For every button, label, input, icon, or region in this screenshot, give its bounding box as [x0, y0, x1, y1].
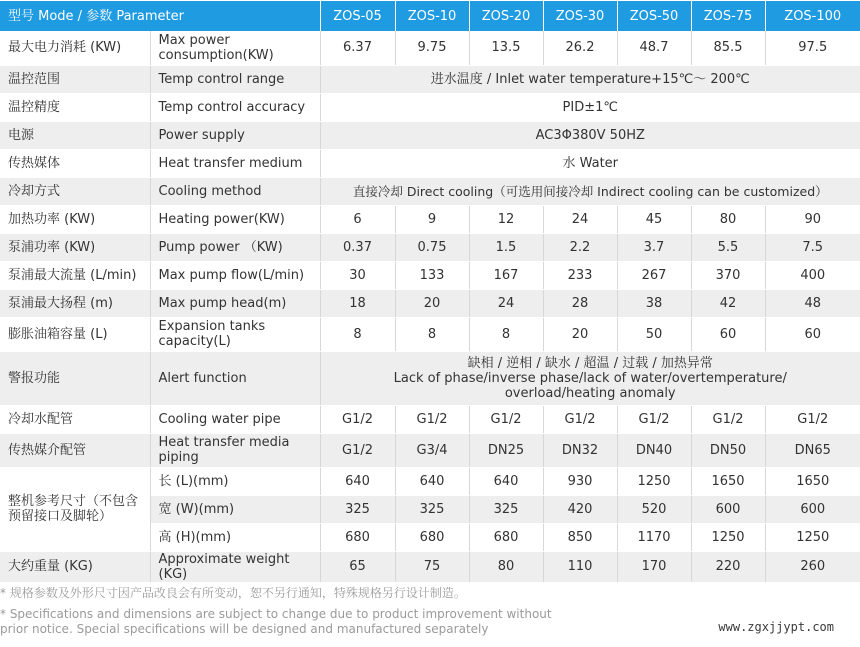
row-max-head — [0, 289, 860, 317]
row-temp-accuracy — [0, 93, 860, 121]
value-cell: 220 — [691, 551, 765, 582]
model-header: ZOS-100 — [765, 1, 860, 31]
value-cell: 5.5 — [691, 233, 765, 261]
alert-value-cell — [320, 351, 860, 405]
model-header: ZOS-10 — [395, 1, 469, 31]
value-cell: 325 — [469, 495, 543, 523]
param-cn: 泵浦功率 (KW) — [0, 233, 150, 261]
param-en: Power supply — [150, 121, 320, 149]
param-cn: 温控精度 — [0, 93, 150, 121]
value-cell: 1250 — [691, 523, 765, 551]
value-cell: 170 — [617, 551, 691, 582]
param-cn: 警报功能 — [0, 351, 150, 405]
row-max-flow — [0, 261, 860, 289]
footnote-en: * Specifications and dimensions are subject to change due to product improvement without prior notice. Special specifications will be designed and manufactured separately — [0, 607, 552, 636]
value-cell: 6 — [320, 205, 395, 233]
row-weight — [0, 551, 860, 582]
row-media-pipe — [0, 433, 860, 467]
value-cell: 20 — [395, 289, 469, 317]
value-cell: 24 — [469, 289, 543, 317]
row-power-supply — [0, 121, 860, 149]
value-cell: 640 — [395, 467, 469, 495]
value-cell: 3.7 — [617, 233, 691, 261]
param-en: Temp control accuracy — [150, 93, 320, 121]
model-header: ZOS-30 — [543, 1, 617, 31]
value-cell-span: AC3Φ380V 50HZ — [320, 121, 860, 149]
alert-line-en-1: Lack of phase/inverse phase/lack of water/overtemperature/ — [393, 370, 787, 386]
value-cell: 18 — [320, 289, 395, 317]
value-cell: 85.5 — [691, 31, 765, 65]
row-heating-power — [0, 205, 860, 233]
value-cell: 400 — [765, 261, 860, 289]
value-cell: G1/2 — [617, 405, 691, 433]
param-cn: 泵浦最大扬程 (m) — [0, 289, 150, 317]
value-cell: 12 — [469, 205, 543, 233]
value-cell: G1/2 — [765, 405, 860, 433]
header-param-label: 型号 Mode / 参数 Parameter — [0, 1, 320, 31]
value-cell: 30 — [320, 261, 395, 289]
value-cell: 42 — [691, 289, 765, 317]
param-en: Temp control range — [150, 65, 320, 93]
param-en: Expansion tanks capacity(L) — [150, 317, 320, 351]
param-en: 长 (L)(mm) — [150, 467, 320, 495]
value-cell: G1/2 — [320, 433, 395, 467]
param-en: Cooling water pipe — [150, 405, 320, 433]
param-cn: 加热功率 (KW) — [0, 205, 150, 233]
value-cell: DN65 — [765, 433, 860, 467]
param-cn: 冷却水配管 — [0, 405, 150, 433]
value-cell: 370 — [691, 261, 765, 289]
value-cell: 680 — [320, 523, 395, 551]
param-en: Alert function — [150, 351, 320, 405]
value-cell: G1/2 — [395, 405, 469, 433]
param-cn: 膨胀油箱容量 (L) — [0, 317, 150, 351]
value-cell: 65 — [320, 551, 395, 582]
value-cell: DN40 — [617, 433, 691, 467]
value-cell: 1170 — [617, 523, 691, 551]
value-cell: 640 — [320, 467, 395, 495]
value-cell: 20 — [543, 317, 617, 351]
value-cell: G1/2 — [320, 405, 395, 433]
value-cell: G3/4 — [395, 433, 469, 467]
value-cell: 2.2 — [543, 233, 617, 261]
value-cell: G1/2 — [543, 405, 617, 433]
value-cell: DN32 — [543, 433, 617, 467]
value-cell: 325 — [320, 495, 395, 523]
value-cell: 75 — [395, 551, 469, 582]
value-cell: 1.5 — [469, 233, 543, 261]
param-cn: 最大电力消耗 (KW) — [0, 31, 150, 65]
row-expansion — [0, 317, 860, 351]
value-cell: 167 — [469, 261, 543, 289]
value-cell: 850 — [543, 523, 617, 551]
value-cell: 97.5 — [765, 31, 860, 65]
value-cell: 1650 — [765, 467, 860, 495]
value-cell: 13.5 — [469, 31, 543, 65]
value-cell: 600 — [691, 495, 765, 523]
model-header: ZOS-20 — [469, 1, 543, 31]
alert-line-en-2: overload/heating anomaly — [504, 385, 676, 401]
value-cell: 8 — [469, 317, 543, 351]
alert-line-cn: 缺相 / 逆相 / 缺水 / 超温 / 过载 / 加热异常 — [467, 355, 713, 371]
model-header: ZOS-05 — [320, 1, 395, 31]
param-cn-dimensions: 整机参考尺寸（不包含预留接口及脚轮） — [0, 467, 150, 551]
value-cell: 1250 — [617, 467, 691, 495]
value-cell: 80 — [469, 551, 543, 582]
value-cell: 80 — [691, 205, 765, 233]
value-cell: 680 — [469, 523, 543, 551]
row-temp-range — [0, 65, 860, 93]
value-cell: DN25 — [469, 433, 543, 467]
value-cell: 60 — [691, 317, 765, 351]
row-max-power — [0, 31, 860, 65]
value-cell: 9 — [395, 205, 469, 233]
value-cell: 48.7 — [617, 31, 691, 65]
value-cell: DN50 — [691, 433, 765, 467]
row-cooling-pipe — [0, 405, 860, 433]
param-cn: 冷却方式 — [0, 177, 150, 205]
watermark-text: www.zgxjjypt.com — [718, 620, 834, 634]
value-cell-span: PID±1℃ — [320, 93, 860, 121]
param-en: Max pump flow(L/min) — [150, 261, 320, 289]
param-cn: 温控范围 — [0, 65, 150, 93]
value-cell: 267 — [617, 261, 691, 289]
value-cell: 28 — [543, 289, 617, 317]
value-cell: 1250 — [765, 523, 860, 551]
row-medium — [0, 149, 860, 177]
param-en: Max power consumption(KW) — [150, 31, 320, 65]
param-en: Heat transfer medium — [150, 149, 320, 177]
value-cell: 680 — [395, 523, 469, 551]
row-alert — [0, 351, 860, 405]
value-cell: 50 — [617, 317, 691, 351]
param-en: Cooling method — [150, 177, 320, 205]
model-header: ZOS-75 — [691, 1, 765, 31]
value-cell: 0.37 — [320, 233, 395, 261]
param-en: Heat transfer media piping — [150, 433, 320, 467]
footnote-cn: * 规格参数及外形尺寸因产品改良会有所变动，恕不另行通知，特殊规格另行设计制造。 — [0, 586, 466, 600]
value-cell: 133 — [395, 261, 469, 289]
value-cell: 0.75 — [395, 233, 469, 261]
param-en: Pump power （KW) — [150, 233, 320, 261]
value-cell: G1/2 — [691, 405, 765, 433]
value-cell: 24 — [543, 205, 617, 233]
value-cell-span: 直接冷却 Direct cooling（可选用间接冷却 Indirect cooling can be customized） — [320, 177, 860, 205]
value-cell: 8 — [320, 317, 395, 351]
row-cooling-method — [0, 177, 860, 205]
value-cell: 1650 — [691, 467, 765, 495]
value-cell: 48 — [765, 289, 860, 317]
row-dim-length — [0, 467, 860, 495]
value-cell: 260 — [765, 551, 860, 582]
model-header: ZOS-50 — [617, 1, 691, 31]
value-cell: 26.2 — [543, 31, 617, 65]
value-cell: 600 — [765, 495, 860, 523]
row-pump-power — [0, 233, 860, 261]
value-cell: 45 — [617, 205, 691, 233]
param-cn: 泵浦最大流量 (L/min) — [0, 261, 150, 289]
value-cell: 60 — [765, 317, 860, 351]
value-cell: 9.75 — [395, 31, 469, 65]
value-cell: 38 — [617, 289, 691, 317]
value-cell: 7.5 — [765, 233, 860, 261]
value-cell: 520 — [617, 495, 691, 523]
param-cn: 传热媒体 — [0, 149, 150, 177]
param-en: 高 (H)(mm) — [150, 523, 320, 551]
value-cell: 930 — [543, 467, 617, 495]
value-cell: 640 — [469, 467, 543, 495]
param-en: Max pump head(m) — [150, 289, 320, 317]
param-en: Heating power(KW) — [150, 205, 320, 233]
param-cn: 传热媒介配管 — [0, 433, 150, 467]
value-cell: 233 — [543, 261, 617, 289]
value-cell-span: 进水温度 / Inlet water temperature+15℃～ 200℃ — [320, 65, 860, 93]
param-cn: 大约重量 (KG) — [0, 551, 150, 582]
param-en: 宽 (W)(mm) — [150, 495, 320, 523]
header-row — [0, 1, 860, 31]
param-en: Approximate weight (KG) — [150, 551, 320, 582]
value-cell: 420 — [543, 495, 617, 523]
param-cn: 电源 — [0, 121, 150, 149]
spec-table — [0, 1, 860, 583]
value-cell: 90 — [765, 205, 860, 233]
value-cell-span: 水 Water — [320, 149, 860, 177]
value-cell: G1/2 — [469, 405, 543, 433]
value-cell: 110 — [543, 551, 617, 582]
value-cell: 6.37 — [320, 31, 395, 65]
value-cell: 325 — [395, 495, 469, 523]
value-cell: 8 — [395, 317, 469, 351]
